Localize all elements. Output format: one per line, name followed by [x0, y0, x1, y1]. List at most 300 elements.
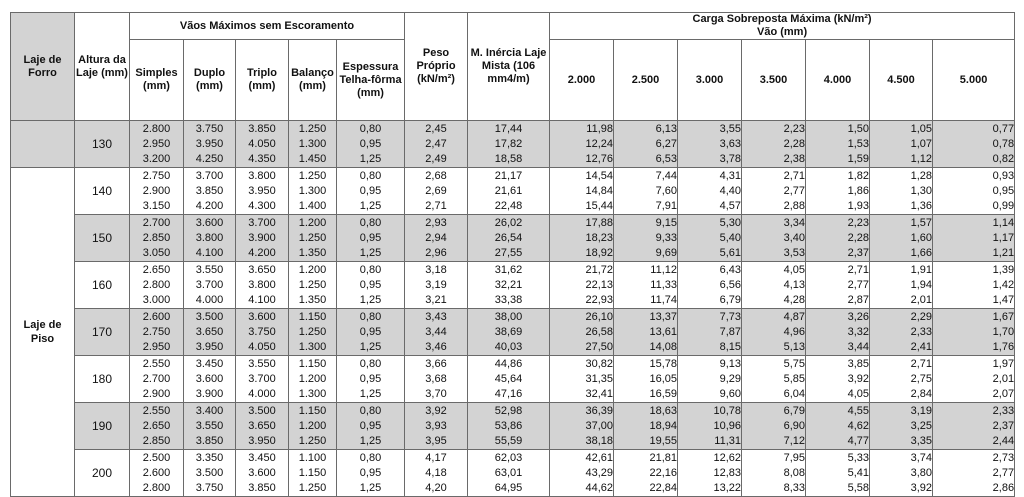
- cell-value: 1.300: [298, 340, 327, 353]
- cell-value: 1.250: [298, 278, 327, 291]
- cell-value: 32,21: [494, 278, 523, 291]
- cell-value: 2,33: [992, 404, 1015, 417]
- cell-value: 3.800: [248, 278, 276, 291]
- span-header: 3.500: [742, 40, 806, 121]
- altura-cell: 170: [75, 309, 130, 356]
- cell-value: 12,76: [585, 152, 614, 165]
- cell-value: 5,61: [719, 246, 742, 259]
- cell-value: 27,55: [494, 246, 523, 259]
- simples-cell: [130, 168, 184, 215]
- cell-value: 1,17: [992, 231, 1015, 244]
- cell-value: 3,26: [847, 310, 870, 323]
- cell-value: 2,87: [847, 293, 870, 306]
- cell-value: 26,10: [585, 310, 614, 323]
- altura-cell: 150: [75, 215, 130, 262]
- cell-value: 3,80: [910, 466, 933, 479]
- cell-value: 16,05: [649, 372, 678, 385]
- simples-cell: [130, 215, 184, 262]
- simples-cell: [130, 121, 184, 168]
- cell-value: 2.800: [142, 278, 171, 291]
- carga-cell: [550, 356, 614, 403]
- duplo-cell: [184, 121, 236, 168]
- cell-value: 31,62: [494, 263, 523, 276]
- table-row: [11, 215, 1015, 262]
- cell-value: 3.700: [195, 278, 224, 291]
- cell-value: 52,98: [494, 404, 523, 417]
- cell-value: 3.950: [195, 340, 224, 353]
- cell-value: 1,25: [359, 387, 382, 400]
- cell-value: 31,35: [585, 372, 614, 385]
- cell-value: 11,98: [586, 122, 614, 135]
- cell-value: 3,25: [910, 419, 933, 432]
- inercia-cell: [468, 168, 550, 215]
- cell-value: 45,64: [494, 372, 523, 385]
- inercia-cell: [468, 309, 550, 356]
- cell-value: 6,90: [783, 419, 806, 432]
- duplo-cell: [184, 403, 236, 450]
- cell-value: 3.950: [248, 184, 276, 197]
- cell-value: 3,55: [719, 122, 742, 135]
- cell-value: 1.300: [298, 137, 327, 150]
- cell-value: 4.350: [248, 152, 276, 165]
- cell-value: 2.750: [142, 325, 171, 338]
- carga-cell: [806, 309, 870, 356]
- cell-value: 2.950: [142, 340, 171, 353]
- duplo-cell: [184, 450, 236, 497]
- table-row: [11, 450, 1015, 497]
- cell-value: 1,07: [910, 137, 933, 150]
- cell-value: 3,85: [847, 357, 870, 370]
- altura-cell: 140: [75, 168, 130, 215]
- cell-value: 3,53: [783, 246, 806, 259]
- cell-value: 21,61: [494, 184, 523, 197]
- cell-value: 3.000: [142, 293, 171, 306]
- cell-value: 2.650: [142, 419, 171, 432]
- cell-value: 47,16: [494, 387, 523, 400]
- cell-value: 2.600: [142, 466, 171, 479]
- cell-value: 1,82: [847, 169, 870, 182]
- inercia-cell: [468, 121, 550, 168]
- cell-value: 3,93: [425, 419, 447, 432]
- triplo-header: Triplo (mm): [236, 40, 289, 121]
- carga-cell: [550, 168, 614, 215]
- cell-value: 21,72: [585, 263, 614, 276]
- cell-value: 3.550: [195, 263, 224, 276]
- cell-value: 6,43: [719, 263, 742, 276]
- cell-value: 1,66: [910, 246, 933, 259]
- cell-value: 3,34: [783, 216, 806, 229]
- carga-cell: [933, 450, 1015, 497]
- cell-value: 1.250: [298, 481, 327, 494]
- cell-value: 9,15: [655, 216, 678, 229]
- cell-value: 0,95: [992, 184, 1015, 197]
- cell-value: 2,01: [910, 293, 933, 306]
- table-row: [11, 356, 1015, 403]
- cell-value: 4.300: [248, 199, 276, 212]
- carga-cell: [806, 450, 870, 497]
- cell-value: 9,69: [655, 246, 678, 259]
- carga-cell: [550, 121, 614, 168]
- cell-value: 3.350: [195, 451, 224, 464]
- inercia-cell: [468, 403, 550, 450]
- cell-value: 1,50: [847, 122, 870, 135]
- cell-value: 2.550: [142, 404, 171, 417]
- cell-value: 4,05: [847, 387, 870, 400]
- cell-value: 3,44: [847, 340, 870, 353]
- cell-value: 3.450: [248, 451, 276, 464]
- carga-cell: [806, 356, 870, 403]
- cell-value: 1.100: [298, 451, 327, 464]
- cell-value: 1.250: [298, 169, 327, 182]
- cell-value: 2,28: [847, 231, 870, 244]
- cell-value: 14,08: [649, 340, 678, 353]
- cell-value: 9,33: [655, 231, 678, 244]
- cell-value: 4,40: [719, 184, 742, 197]
- duplo-cell: [184, 215, 236, 262]
- cell-value: 6,79: [719, 293, 742, 306]
- triplo-cell: [236, 403, 289, 450]
- cell-value: 3.150: [142, 199, 171, 212]
- balanco-cell: [289, 215, 337, 262]
- simples-cell: [130, 262, 184, 309]
- carga-cell: [806, 215, 870, 262]
- cell-value: 30,82: [585, 357, 614, 370]
- cell-value: 2,71: [847, 263, 870, 276]
- cell-value: 4,20: [425, 481, 447, 494]
- cell-value: 12,83: [713, 466, 742, 479]
- cell-value: 2,69: [425, 184, 447, 197]
- cell-value: 1.450: [298, 152, 327, 165]
- cell-value: 3,35: [910, 434, 933, 447]
- table-row: [11, 403, 1015, 450]
- cell-value: 9,29: [719, 372, 742, 385]
- carga-cell: [742, 215, 806, 262]
- cell-value: 1,93: [847, 199, 870, 212]
- cell-value: 3.650: [248, 419, 276, 432]
- cell-value: 0,77: [992, 122, 1015, 135]
- carga-cell: [678, 356, 742, 403]
- cell-value: 0,78: [992, 137, 1015, 150]
- carga-cell: [614, 450, 678, 497]
- cell-value: 3.600: [195, 372, 224, 385]
- carga-cell: [870, 403, 933, 450]
- balanco-cell: [289, 309, 337, 356]
- cell-value: 4,87: [783, 310, 806, 323]
- carga-cell: [678, 309, 742, 356]
- span-header: 2.000: [550, 40, 614, 121]
- cell-value: 3.850: [248, 481, 276, 494]
- cell-value: 6,79: [783, 404, 806, 417]
- cell-value: 18,94: [649, 419, 678, 432]
- cell-value: 3.700: [248, 372, 276, 385]
- cell-value: 1.250: [298, 325, 327, 338]
- carga-cell: [933, 168, 1015, 215]
- cell-value: 0,80: [359, 216, 382, 229]
- carga-cell: [742, 121, 806, 168]
- cell-value: 2.900: [142, 184, 171, 197]
- peso-cell: [405, 450, 468, 497]
- cell-value: 18,23: [585, 231, 614, 244]
- cell-value: 7,91: [655, 199, 678, 212]
- cell-value: 17,82: [494, 137, 523, 150]
- carga-cell: [614, 121, 678, 168]
- cell-value: 1,25: [359, 293, 382, 306]
- cell-value: 3,44: [425, 325, 447, 338]
- cell-value: 1.200: [298, 263, 327, 276]
- cell-value: 4.200: [248, 246, 276, 259]
- cell-value: 2,33: [910, 325, 933, 338]
- triplo-cell: [236, 356, 289, 403]
- carga-cell: [678, 215, 742, 262]
- cell-value: 2,88: [783, 199, 806, 212]
- cell-value: 2,77: [847, 278, 870, 291]
- inercia-cell: [468, 262, 550, 309]
- peso-cell: [405, 262, 468, 309]
- cell-value: 14,54: [585, 169, 614, 182]
- cell-value: 5,41: [847, 466, 870, 479]
- cell-value: 0,95: [359, 184, 382, 197]
- cell-value: 1,36: [910, 199, 933, 212]
- cell-value: 4,96: [783, 325, 806, 338]
- cell-value: 9,60: [719, 387, 742, 400]
- cell-value: 7,95: [783, 451, 806, 464]
- cell-value: 3.850: [248, 122, 276, 135]
- duplo-cell: [184, 168, 236, 215]
- cell-value: 3.700: [195, 169, 224, 182]
- cell-value: 4,55: [847, 404, 870, 417]
- cell-value: 1,30: [910, 184, 933, 197]
- carga-cell: [614, 215, 678, 262]
- table-row: [11, 309, 1015, 356]
- cell-value: 1.150: [298, 357, 327, 370]
- cell-value: 3.800: [195, 231, 224, 244]
- inercia-cell: [468, 356, 550, 403]
- triplo-cell: [236, 262, 289, 309]
- cell-value: 2.750: [142, 169, 171, 182]
- altura-header: Altura da Laje (mm): [75, 13, 130, 121]
- carga-cell: [550, 450, 614, 497]
- peso-cell: [405, 356, 468, 403]
- cell-value: 2.800: [142, 122, 171, 135]
- cell-value: 4.000: [195, 293, 224, 306]
- cell-value: 3,19: [425, 278, 447, 291]
- cell-value: 4,77: [847, 434, 870, 447]
- cell-value: 2,77: [783, 184, 806, 197]
- cell-value: 7,73: [719, 310, 742, 323]
- cell-value: 27,50: [585, 340, 614, 353]
- triplo-cell: [236, 168, 289, 215]
- cell-value: 5,58: [847, 481, 870, 494]
- cell-value: 2.700: [142, 216, 171, 229]
- balanco-cell: [289, 450, 337, 497]
- cell-value: 1.200: [298, 419, 327, 432]
- cell-value: 2,45: [425, 122, 447, 135]
- carga-cell: [742, 262, 806, 309]
- cell-value: 3.850: [195, 184, 224, 197]
- cell-value: 0,80: [359, 122, 382, 135]
- espessura-cell: [337, 403, 405, 450]
- table-row: [11, 121, 1015, 168]
- cell-value: 6,13: [655, 122, 678, 135]
- peso-cell: [405, 121, 468, 168]
- cell-value: 26,54: [494, 231, 523, 244]
- cell-value: 13,22: [713, 481, 742, 494]
- cell-value: 1,12: [910, 152, 933, 165]
- triplo-cell: [236, 215, 289, 262]
- cell-value: 6,27: [655, 137, 678, 150]
- cell-value: 0,80: [359, 451, 382, 464]
- cell-value: 21,17: [494, 169, 523, 182]
- triplo-cell: [236, 450, 289, 497]
- cell-value: 2,68: [425, 169, 447, 182]
- cell-value: 5,13: [783, 340, 806, 353]
- cell-value: 2,38: [783, 152, 806, 165]
- cell-value: 1.400: [298, 199, 327, 212]
- cell-value: 1.250: [298, 122, 327, 135]
- cell-value: 2,29: [910, 310, 933, 323]
- cell-value: 26,02: [494, 216, 523, 229]
- cell-value: 1,70: [992, 325, 1015, 338]
- cell-value: 2.500: [142, 451, 171, 464]
- carga-cell: [933, 121, 1015, 168]
- cell-value: 1.150: [298, 466, 327, 479]
- carga-cell: [678, 121, 742, 168]
- peso-cell: [405, 403, 468, 450]
- cell-value: 42,61: [585, 451, 614, 464]
- cell-value: 3,43: [425, 310, 447, 323]
- cell-value: 2,73: [992, 451, 1015, 464]
- cell-value: 2,93: [425, 216, 447, 229]
- cell-value: 3.700: [248, 216, 276, 229]
- cell-value: 3.200: [142, 152, 171, 165]
- cell-value: 3.500: [195, 466, 224, 479]
- espessura-cell: [337, 215, 405, 262]
- cell-value: 16,59: [649, 387, 678, 400]
- cell-value: 3,95: [425, 434, 447, 447]
- espessura-header: Espessura Telha-fôrma (mm): [337, 40, 405, 121]
- simples-cell: [130, 356, 184, 403]
- cell-value: 63,01: [494, 466, 523, 479]
- cell-value: 1,94: [910, 278, 933, 291]
- altura-cell: 190: [75, 403, 130, 450]
- cell-value: 1,60: [910, 231, 933, 244]
- cell-value: 22,93: [585, 293, 614, 306]
- cell-value: 53,86: [494, 419, 523, 432]
- cell-value: 5,30: [719, 216, 742, 229]
- duplo-cell: [184, 262, 236, 309]
- cell-value: 32,41: [585, 387, 614, 400]
- table-body: [11, 121, 1015, 497]
- cell-value: 38,69: [494, 325, 523, 338]
- carga-cell: [806, 168, 870, 215]
- duplo-cell: [184, 309, 236, 356]
- simples-cell: [130, 403, 184, 450]
- span-header: 3.000: [678, 40, 742, 121]
- cell-value: 4.250: [195, 152, 224, 165]
- cell-value: 1,86: [847, 184, 870, 197]
- cell-value: 2,01: [992, 372, 1015, 385]
- carga-cell: [870, 356, 933, 403]
- vaos-maximos-header: Vãos Máximos sem Escoramento: [130, 13, 405, 40]
- cell-value: 13,61: [649, 325, 678, 338]
- cell-value: 1,25: [359, 434, 382, 447]
- carga-cell: [870, 121, 933, 168]
- carga-cell: [742, 356, 806, 403]
- cell-value: 4.050: [248, 137, 276, 150]
- cell-value: 3.500: [195, 310, 224, 323]
- carga-cell: [933, 403, 1015, 450]
- inercia-cell: [468, 450, 550, 497]
- cell-value: 11,74: [650, 293, 678, 306]
- cell-value: 4,17: [425, 451, 447, 464]
- cell-value: 3.850: [195, 434, 224, 447]
- cell-value: 3,70: [425, 387, 447, 400]
- cell-value: 1,57: [910, 216, 933, 229]
- cell-value: 21,81: [649, 451, 678, 464]
- carga-cell: [870, 262, 933, 309]
- duplo-header: Duplo (mm): [184, 40, 236, 121]
- carga-cell: [550, 262, 614, 309]
- cell-value: 4.100: [248, 293, 276, 306]
- cell-value: 3.900: [195, 387, 224, 400]
- cell-value: 8,33: [783, 481, 806, 494]
- balanco-cell: [289, 356, 337, 403]
- cell-value: 1,28: [910, 169, 933, 182]
- cell-value: 3.050: [142, 246, 171, 259]
- cell-value: 38,18: [585, 434, 614, 447]
- cell-value: 4,13: [783, 278, 806, 291]
- cell-value: 3,19: [910, 404, 933, 417]
- cell-value: 2,47: [425, 137, 447, 150]
- carga-cell: [742, 309, 806, 356]
- cell-value: 2.850: [142, 231, 171, 244]
- carga-cell: [870, 168, 933, 215]
- cell-value: 3.550: [195, 419, 224, 432]
- cell-value: 3,68: [425, 372, 447, 385]
- cell-value: 64,95: [494, 481, 523, 494]
- cell-value: 6,53: [655, 152, 678, 165]
- cell-value: 13,37: [649, 310, 678, 323]
- cell-value: 0,80: [359, 404, 382, 417]
- cell-value: 1,25: [359, 152, 382, 165]
- cell-value: 10,78: [713, 404, 742, 417]
- cell-value: 17,44: [494, 122, 523, 135]
- cell-value: 2,71: [910, 357, 933, 370]
- cell-value: 2,41: [910, 340, 933, 353]
- cell-value: 3.750: [195, 481, 224, 494]
- cell-value: 7,44: [655, 169, 678, 182]
- cell-value: 2.850: [142, 434, 171, 447]
- laje-de-forro-label: [11, 121, 75, 168]
- carga-cell: [870, 309, 933, 356]
- cell-value: 4,62: [847, 419, 870, 432]
- peso-label: Peso Próprio: [416, 47, 456, 72]
- balanco-header: Balanço (mm): [289, 40, 337, 121]
- cell-value: 2,75: [910, 372, 933, 385]
- cell-value: 1.350: [298, 293, 327, 306]
- cell-value: 0,95: [359, 278, 382, 291]
- cell-value: 2,86: [992, 481, 1015, 494]
- cell-value: 4.200: [195, 199, 224, 212]
- cell-value: 0,95: [359, 466, 382, 479]
- cell-value: 1,25: [359, 481, 382, 494]
- cell-value: 2.550: [142, 357, 171, 370]
- cell-value: 5,85: [783, 372, 806, 385]
- cell-value: 44,62: [585, 481, 614, 494]
- cell-value: 33,38: [494, 293, 523, 306]
- inercia-header: M. Inércia Laje Mista (106 mm4/m): [468, 13, 550, 121]
- cell-value: 18,58: [494, 152, 523, 165]
